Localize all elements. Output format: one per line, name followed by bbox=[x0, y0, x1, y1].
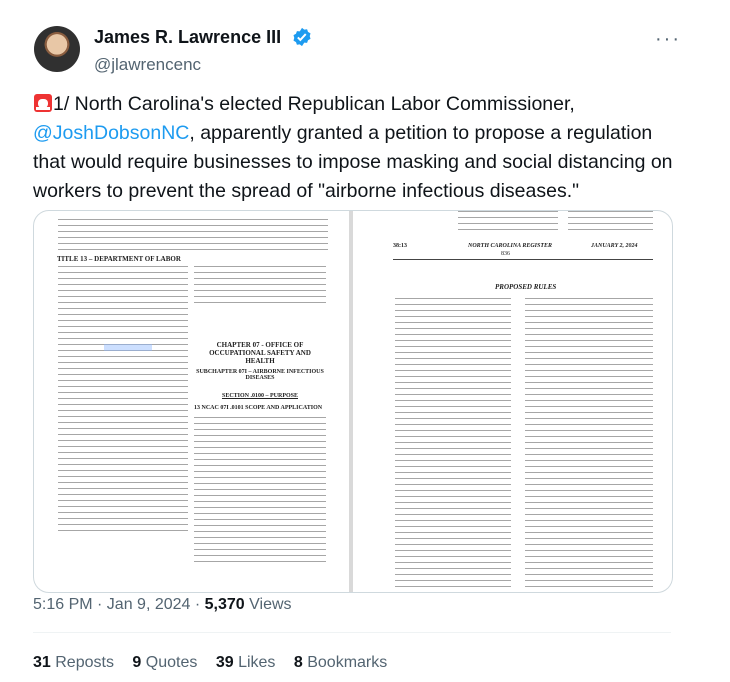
views-count: 5,370 bbox=[204, 596, 245, 613]
more-options-icon[interactable]: ··· bbox=[655, 28, 681, 50]
proposed-rules-heading: PROPOSED RULES bbox=[495, 283, 557, 291]
rule-heading: 13 NCAC 07I .0101 SCOPE AND APPLICATION bbox=[194, 405, 323, 411]
tweet-body: , apparently granted a petition to propose a regulation that would require businesses to impose masking and social distancing on workers to prevent the spread of "airborne infectious diseases." bbox=[33, 122, 673, 202]
register-volume: 38:13 bbox=[393, 243, 407, 249]
tweet-meta bbox=[33, 596, 292, 614]
document-image[interactable] bbox=[33, 210, 673, 593]
register-page: 836 bbox=[501, 251, 510, 257]
likes-stat[interactable]: 39 Likes bbox=[215, 654, 276, 671]
timestamp[interactable]: 5:16 PM · Jan 9, 2024 · bbox=[33, 596, 201, 613]
views-label: Views bbox=[249, 596, 292, 613]
right-document-page bbox=[353, 211, 672, 592]
verified-badge-icon bbox=[292, 27, 312, 47]
register-date: JANUARY 2, 2024 bbox=[591, 243, 638, 249]
bookmarks-stat[interactable]: 8 Bookmarks bbox=[293, 654, 388, 671]
subchapter-heading: SUBCHAPTER 07I – AIRBORNE INFECTIOUS DISEASES bbox=[196, 369, 324, 381]
author-name-text[interactable]: James R. Lawrence III bbox=[94, 27, 282, 47]
highlighted-text bbox=[104, 344, 152, 351]
divider bbox=[33, 632, 671, 633]
reposts-stat[interactable]: 31 Reposts bbox=[33, 654, 114, 671]
siren-emoji-icon bbox=[33, 93, 53, 113]
left-heading: TITLE 13 – DEPARTMENT OF LABOR bbox=[57, 255, 181, 263]
author-name[interactable] bbox=[94, 27, 312, 48]
register-title: NORTH CAROLINA REGISTER bbox=[468, 243, 553, 249]
quotes-stat[interactable]: 9 Quotes bbox=[132, 654, 198, 671]
author-handle[interactable]: @jlawrencenc bbox=[94, 55, 202, 74]
avatar[interactable] bbox=[34, 26, 80, 72]
left-document-page bbox=[34, 211, 349, 592]
tweet-text bbox=[33, 90, 683, 206]
chapter-heading: CHAPTER 07 - OFFICE OF OCCUPATIONAL SAFETY AND HEALTH bbox=[209, 341, 311, 365]
engagement-stats bbox=[33, 654, 401, 672]
mention-link[interactable]: @JoshDobsonNC bbox=[33, 122, 190, 144]
tweet-prefix: 1/ North Carolina's elected Republican Labor Commissioner, bbox=[53, 93, 575, 115]
section-heading: SECTION .0100 – PURPOSE bbox=[221, 393, 298, 399]
